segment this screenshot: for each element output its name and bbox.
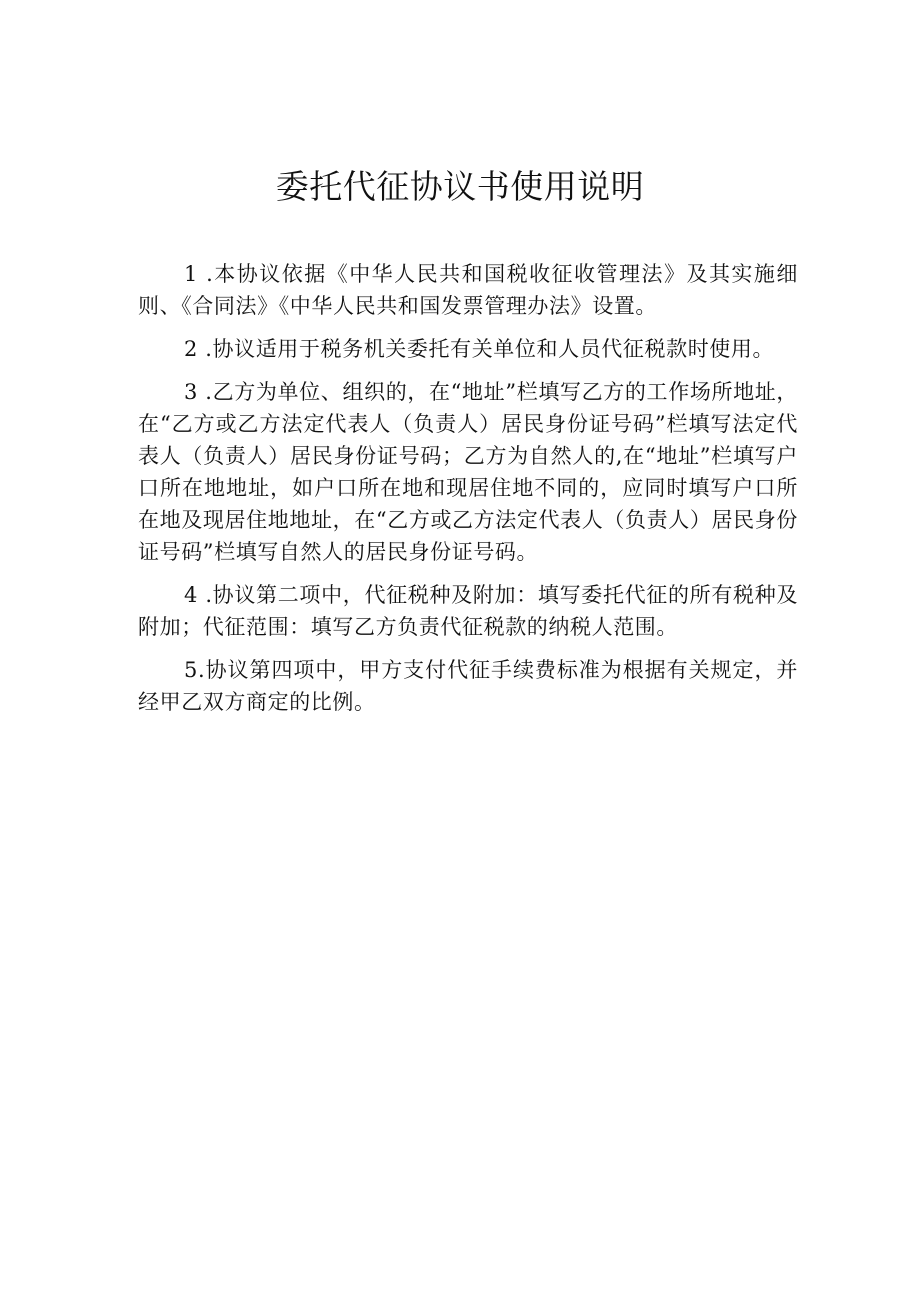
paragraph-1: 1 .本协议依据《中华人民共和国税收征收管理法》及其实施细则、《合同法》《中华人民共和国发票管理办法》设置。 [138,262,798,318]
paragraph-4: 4 .协议第二项中，代征税种及附加：填写委托代征的所有税种及附加；代征范围：填写乙方负责代征税款的纳税人范围。 [138,583,798,639]
paragraph-5: 5.协议第四项中，甲方支付代征手续费标准为根据有关规定，并经甲乙双方商定的比例。 [138,658,798,714]
document-title: 委托代征协议书使用说明 [275,167,645,206]
paragraph-2: 2 .协议适用于税务机关委托有关单位和人员代征税款时使用。 [184,337,775,361]
paragraph-3: 3 .乙方为单位、组织的，在“地址”栏填写乙方的工作场所地址，在“乙方或乙方法定代表人（负责人）居民身份证号码”栏填写法定代表人（负责人）居民身份证号码；乙方为自然人的,在“地址”栏填写户口所在地地址，如户口所在地和现居住地不同的，应同时填写户口所在地及现居住地地址，在“乙方或乙方法定代表人（负责人）居民身份证号码”栏填写自然人的居民身份证号码。 [138,380,798,564]
document-body [138,258,798,729]
